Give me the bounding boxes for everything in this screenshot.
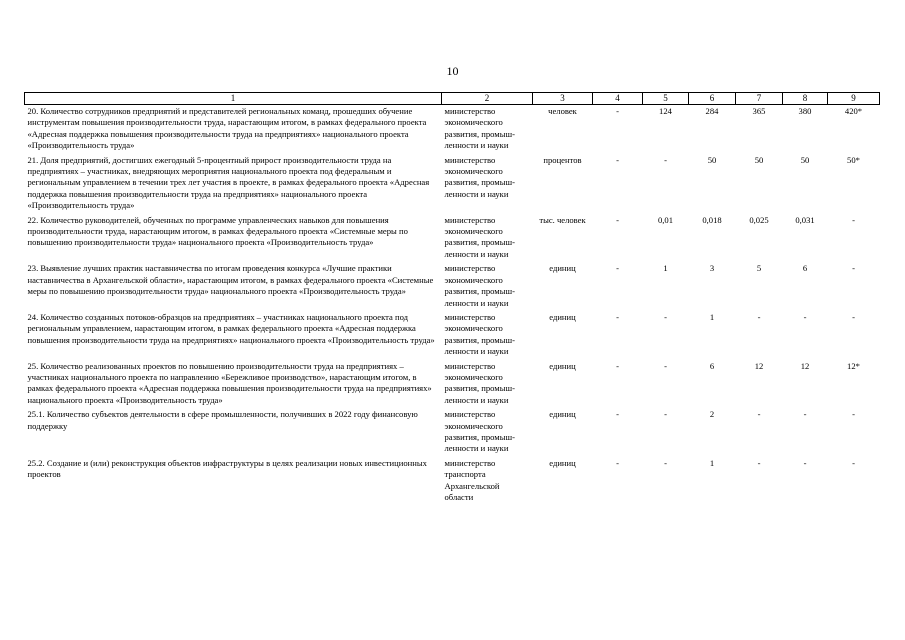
indicator-cell: 25.2. Создание и (или) реконструкция объектов инфраструктуры в целях реализации новых инвестиционных проектов (27, 457, 427, 480)
responsible-cell: министерство транспорта Архангельской области (444, 457, 500, 502)
indicator-cell: 20. Количество сотрудников предприятий и представителей региональных команд, прошедших обучение инструментам повышения производительности труда, нарастающим итогом, в рамках федерального проекта «Адресная поддержка повышения производительности труда на предприятиях» национального проекта «Производительность труда» (27, 106, 427, 151)
header-col-9: 9 (828, 93, 880, 105)
unit-cell: единиц (549, 360, 576, 371)
unit-cell: человек (548, 106, 577, 116)
value-cell-9: - (852, 457, 855, 468)
value-cell-5: - (664, 154, 667, 165)
value-cell-8: - (803, 311, 807, 322)
value-cell-4: - (616, 214, 619, 225)
header-col-5: 5 (643, 93, 689, 105)
value-cell-9: 12* (847, 360, 860, 371)
value-cell-8: 6 (802, 263, 808, 274)
header-row (25, 93, 880, 105)
unit-cell: единиц (549, 311, 576, 322)
value-cell-9: 50* (847, 154, 860, 165)
header-col-7: 7 (736, 93, 783, 105)
value-cell-7: 0,025 (749, 214, 769, 225)
unit-cell: процентов (543, 154, 582, 165)
value-cell-4: - (616, 409, 619, 420)
value-cell-4: - (616, 106, 619, 116)
value-cell-6: 2 (709, 409, 715, 420)
table-row (25, 457, 880, 506)
unit-cell: единиц (549, 457, 576, 468)
value-cell-8: - (803, 457, 807, 468)
responsible-cell: министерство экономического развития, промыш-ленности и науки (444, 409, 515, 454)
header-col-3: 3 (533, 93, 593, 105)
value-cell-6: 6 (709, 360, 715, 371)
value-cell-4: - (616, 154, 619, 165)
responsible-cell: министерство экономического развития, промыш-ленности и науки (444, 214, 515, 259)
value-cell-5: - (664, 409, 667, 420)
value-cell-6: 3 (709, 263, 715, 274)
table-row (25, 154, 880, 214)
table-row (25, 262, 880, 311)
unit-cell: единиц (549, 409, 576, 420)
value-cell-6: 1 (709, 457, 715, 468)
responsible-cell: министерство экономического развития, промыш-ленности и науки (444, 263, 515, 308)
value-cell-6: 50 (707, 154, 717, 165)
value-cell-6: 1 (709, 311, 715, 322)
header-col-1: 1 (25, 93, 442, 105)
value-cell-5: 1 (663, 263, 668, 274)
value-cell-8: 0,031 (795, 214, 815, 225)
table-row (25, 408, 880, 457)
indicator-cell: 22. Количество руководителей, обученных по программе управленческих навыков для повышения производительности труда, нарастающим итогом, в рамках федерального проекта «Системные меры по повышению производительности труда» национального проекта «Производительность труда» (27, 214, 408, 248)
table-row (25, 214, 880, 263)
value-cell-9: - (852, 311, 855, 322)
value-cell-7: - (757, 457, 761, 468)
value-cell-6: 284 (705, 106, 719, 116)
header-col-6: 6 (689, 93, 736, 105)
value-cell-4: - (616, 457, 619, 468)
unit-cell: единиц (549, 263, 576, 274)
value-cell-7: - (757, 311, 761, 322)
value-cell-4: - (616, 360, 619, 371)
indicator-cell: 24. Количество созданных потоков-образцов на предприятиях – участниках национального проекта под региональным управлением, нарастающим итогом, в рамках федерального проекта «Адресная поддержка повышения производительности труда на предприятиях» национального проекта «Производительность труда» (27, 311, 435, 345)
value-cell-5: 124 (659, 106, 672, 116)
value-cell-8: 50 (800, 154, 810, 165)
value-cell-4: - (616, 311, 619, 322)
value-cell-5: - (664, 311, 667, 322)
table-row (25, 360, 880, 409)
value-cell-5: 0,01 (657, 214, 674, 225)
responsible-cell: министерство экономического развития, промыш-ленности и науки (444, 106, 515, 151)
header-col-4: 4 (593, 93, 643, 105)
value-cell-9: - (852, 409, 855, 420)
indicator-cell: 25. Количество реализованных проектов по повышению производительности труда на предприятиях – участниках национального проекта по направлению «Бережливое производство», нарастающим итогом, в рамках федерального проекта «Адресная поддержка повышения производительности труда на предприятиях» национального проекта «Производительность труда» (27, 360, 432, 405)
unit-cell: тыс. человек (539, 214, 586, 225)
header-col-2: 2 (442, 93, 533, 105)
header-col-8: 8 (783, 93, 828, 105)
table-row (25, 311, 880, 360)
responsible-cell: министерство экономического развития, промыш-ленности и науки (444, 311, 515, 357)
value-cell-5: - (664, 457, 667, 468)
value-cell-5: - (664, 360, 667, 371)
indicator-cell: 23. Выявление лучших практик наставничества по итогам проведения конкурса «Лучшие практики наставничества в Архангельской области», нарастающим итогом, в рамках федерального проекта «Системные меры по повышению производительности труда» национального проекта «Производительность труда» (27, 263, 434, 297)
value-cell-8: 380 (798, 106, 812, 116)
value-cell-8: 12 (800, 360, 810, 371)
value-cell-9: 420* (844, 106, 863, 116)
value-cell-9: - (852, 214, 855, 225)
value-cell-7: 5 (756, 263, 762, 274)
value-cell-7: 12 (754, 360, 764, 371)
value-cell-9: - (852, 263, 855, 274)
indicator-cell: 25.1. Количество субъектов деятельности в сфере промышленности, получивших в 2022 году финансовую поддержку (27, 409, 418, 431)
value-cell-6: 0,018 (702, 214, 722, 225)
value-cell-4: - (616, 263, 619, 274)
value-cell-7: - (757, 409, 761, 420)
value-cell-7: 50 (754, 154, 764, 165)
table-row (25, 105, 880, 154)
responsible-cell: министерство экономического развития, промыш-ленности и науки (444, 360, 515, 405)
indicators-table (24, 92, 880, 505)
value-cell-8: - (803, 409, 807, 420)
page-number: 10 (446, 64, 459, 78)
indicator-cell: 21. Доля предприятий, достигших ежегодный 5-процентный прирост производительности труда на предприятиях – участниках, внедряющих мероприятия национального проекта под федеральным и региональным управлением в течении трех лет участия в проекте, в рамках федерального проекта «Адресная поддержка повышения производительности труда на предприятиях» национального проекта «Производительность труда» (27, 154, 430, 211)
value-cell-7: 365 (752, 106, 766, 116)
responsible-cell: министерство экономического развития, промыш-ленности и науки (444, 154, 515, 199)
